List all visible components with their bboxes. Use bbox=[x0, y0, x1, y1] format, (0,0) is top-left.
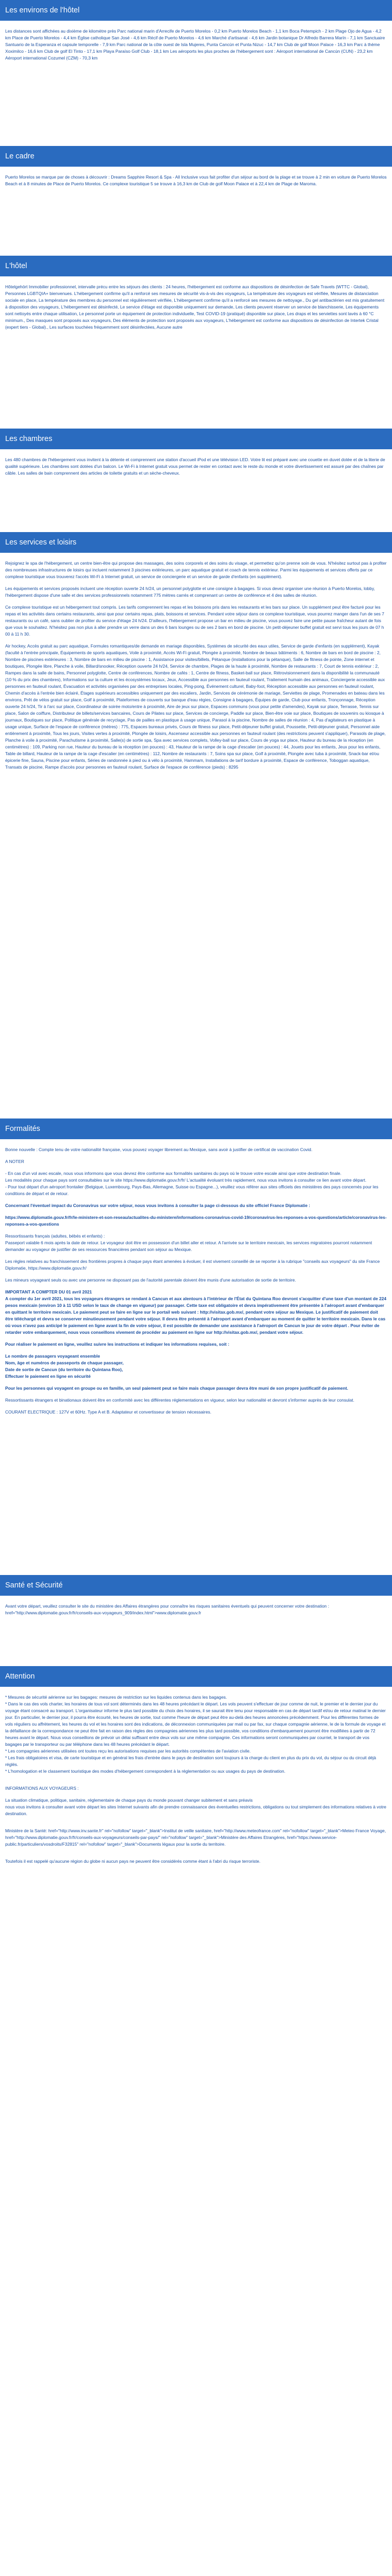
section-body-hotel bbox=[0, 284, 392, 423]
section-title-attention: Attention bbox=[0, 1666, 392, 1687]
section-body-chambres bbox=[0, 457, 392, 527]
formalites-text-3: - En cas d'un vol avec escale, nous vous informons que vous devrez être conforme aux formalités sanitaires du pays où le trouve votre escale ainsi que votre destination finale. Les modalités pour chaque pays sont consultables sur le site https://www.diplomatie.gouv.fr/fr/ L'actualité évoluant très rapidement, nous vous invitons à consulter ce lien avant votre départ. - Pour tout départ d'un aéroport frontalier (Belgique, Luxembourg, Pays-Bas, Allemagne, Suisse ou Espagne...), veuillez vous référer aux sites officiels des ministères des pays concernés pour les conditions de départ et de retour. bbox=[5, 1171, 379, 1197]
section-body-services bbox=[0, 560, 392, 1113]
section-cadre bbox=[0, 146, 392, 256]
attention-text-5: Toutefois il est rappelé qu'aucune région du globe ni aucun pays ne peuvent être considérés comme étant à l'abri du risque terroriste. bbox=[5, 1859, 261, 1864]
services-text-1: Rejoignez le spa de l'hébergement, un centre bien-être qui propose des massages, des soins corporels et des soins du visage, et permettez qu'on prenne soin de vous. N'hésitez surtout pas à profiter des nombreuses infrastructures de loisirs qui incluent notamment 3 piscines extérieures, un parc aquatique gratuit et coach de tennis extérieur. Parmi les équipements et services offerts par ce complexe touristique vous trouverez l'accès Wi-Fi à Internet gratuit, un service de conciergerie et un service de garde d'enfants (en supplément). bbox=[5, 561, 387, 580]
formalites-text-4: Concernant l'éventuel impact du Coronavirus sur votre séjour, nous vous invitons à consulter la page ci-dessous du site officiel France Diplomatie : bbox=[5, 1203, 310, 1209]
section-body-sante bbox=[0, 1603, 392, 1661]
attention-text-2: INFORMATIONS AUX VOYAGEURS : bbox=[5, 1786, 79, 1791]
formalites-text-9: IMPORTANT A COMPTER DU 01 avril 2021 A compter du 1er avril 2021, tous les voyageurs étrangers se rendant à Cancun et aux alentours à l'intérieur de l'État du Quintana Roo devront s'acquitter d'une taxe d'un montant de 224 pesos mexicain (environ 10 à 11 USD selon le taux de change en vigueur) par passager. Cette taxe est obligatoire et devra impérativement être présentée à l'aéroport avant d'embarquer en quittant le territoire mexicain. Le paiement peut se faire en ligne sur le portail web suivant : http://visitax.gob.mx/, pendant votre séjour au Mexique. Le justificatif de paiement doit être téléchargé et devra se conserver minutieusement pendant votre séjour. Il devra être présenté à l'aéroport avant d'embarquer au moment de quitter le territoire mexicain. Dans le cas où vous n'avez pas anticipé le paiement en ligne avant la fin de votre séjour, il est possible de demander une assistance à l'aéroport de Cancun le jour de votre départ . Pour éviter de retarder votre embarquement, nous vous conseillons vivement de procéder au paiement en ligne sur http://visitax.gob.mx/, pendant votre séjour. bbox=[5, 1289, 387, 1335]
hotel-text: Hôtelgehört Immobilier professionnel, intervalle précu entre les séjours des clients : 24 heures, l'hébergement est conforme aux dispositions de désinfection de Safe Travels (WTTC - Global), Personnes LGBTQIA+ bienvenues. L'hébergement confirme qu'il a renforcé ses mesures de sécurité vis-à-vis des voyageurs, La température des voyageurs est vérifiée, Mesures de distanciation sociale en place, La température des membres du personnel est régulièrement vérifiée, L'hébergement confirme qu'il a renforcé ses mesures de nettoyage., Du gel antibactérien est mis gratuitement à disposition des voyageurs, L'hébergement est désinfecté, Le service d'étage est disponible uniquement sur demande, Les clients peuvent réserver un service de blanchisserie, Les équipements sont nettoyés entre chaque utilisation, Le personnel porte un équipement de protection individuelle, Test COVID-19 (pratiqué) disponible sur place, Les draps et les serviettes sont lavés à 60 °C minimum., Des masques sont proposés aux voyageurs, Des éléments de protection sont proposés aux voyageurs, L'hébergement est conforme aux dispositions de désinfection de Intertek Cristal (expert tiers - Global)., Les surfaces touchées fréquemment sont désinfectées, Aucune autre bbox=[5, 284, 385, 330]
section-title-chambres: Les chambres bbox=[0, 429, 392, 449]
section-sante bbox=[0, 1575, 392, 1666]
services-text-4: Air hockey, Accès gratuit au parc aquatique, Formules romantiques/de demande en mariage disponibles, Systèmes de sécurité des eaux utiles, Service de garde d'enfants (en supplément), Kayak (faculté à l'entrée principale, Équipements de sports aquatiques, Voile à proximité, Accès Wi-Fi gratuit, Plongée à proximité, Nombre de beaux bâtiments : 6, Nombre de bars en bord de piscine : 2, Nombre de piscines extérieures : 3, Nombre de bars en milieu de piscine : 1, Assistance pour visites/billets, Pétanque (installations pour la pétanque), Salle de fitness de pointe, Zone internet et boutiques, Plongée libre, Planche à voile, Billard/snooker, Réception ouverte 24 h/24, Service de chambre, Plages de la haute à proximité, Nombre de restaurants : 7, Court de tennis extérieur : 2, Rampes dans la salle de bains, Personnel polyglotte, Centre de conférences, Nombre de cafés : 1, Centre de fitness, Basket-ball sur place, Rétrovisionnement dans la disponibilité la communauté (10 % du prix des chambres), Informations sur la culture et les écosystèmes locaux, Jeux, Accessible aux personnes en fauteuil roulant, Traitement humain des animaux, Conciergerie accessible aux personnes en fauteuil roulant, Évacuation et activités organisées par des entreprises locales, Ping-pong, Événement culturel, Baby-foot, Réception accessible aux personnes en fauteuil roulant, Chemin d'accès à l'entrée bien éclairé, Étages supérieurs accessibles uniquement par des escaliers, Jardin, Services de cérémonie de mariage, Serviettes de plage, Promenades en bateau dans les environs, Prêt de vélos gratuit sur place, Golf à proximité, Plateformes de couverts sur banque d'eau régies, Consigne à bagages, Équipes de garde, Club pour enfants, Tronçonnage, Réception ouverte 24 h/24, Tir à l'arc sur place, Coordinateur de soirée moto/entre à proximité, Aire de jeux sur place, Espaces communs (vous pour petite d'amendes), Kayak sur place, Terrasse, Tennis sur place, Salon de coiffure, Distributeur de billets/services bancaires, Cours de Pilates sur place, Services de concierge, Paddle sur place, Bien-être voie sur place, Boutiques de souvenirs ou kiosque à journaux, Boutiques sur place, Politique générale de recyclage, Pas de pailles en plastique à usage unique, Parasol à la piscine, Nombre de salles de réunion : 4, Pas d'agitateurs en plastique à usage unique, Surface de l'espace de conférence (mètres) : 775, Espaces bureaux privés, Cours de fitness sur place, Petit-déjeuner buffet gratuit, Poussette, Petit-déjeuner gratuit, Personnel aide entièrement à proximité, Tous les jours, Visites vertes à proximité, Plongée de loisirs, Ascenseur accessible aux personnes en fauteuil roulant (des restrictions peuvent s'appliquer), Parasols de plage, Planche à voile à proximité, Parachutisme à proximité, Salle(s) de sortie spa, Spa avec services complets, Volley-ball sur place, Cours de yoga sur place, Hauteur du bureau de la réception (en centimètres) : 109, Parking non rue, Hauteur du bureau de la réception (en pouces) : 43, Hauteur de la rampe de la cage d'escalier (en pouces) : 44, Jouets pour les enfants, Jeux pour les enfants, Table de billard, Hauteur de la rampe de la cage d'escalier (en centimètres) : 112, Nombre de restaurants : 7, Soins spa sur place, Golf à proximité, Plongée avec tuba à proximité, Snack-bar et/ou épicerie fine, Sauna, Piscine pour enfants, Séries de randonnée à pied ou à vélo à proximité, Hammam, Installations de tarif bordure à proximité, Espace de conférence, Toboggan aquatique, Transats de piscine, Rampe d'accès pour personnes en fauteuil roulant, Surface de l'espace de conférence (pieds) : 8295 bbox=[5, 643, 386, 770]
section-attention bbox=[0, 1666, 392, 2576]
services-text-2: Les équipements et services proposés incluent une réception ouverte 24 h/24, un personnel polyglotte et une consigne à bagages. Si vous devez organiser une réunion à Puerto Morelos, lobby, l'hébergement dispose d'une salle et des services professionnels notamment 775 mètres carrés et comprenant un centre de conférence et 4 des salles de réunion. bbox=[5, 586, 375, 598]
section-body-formalites bbox=[0, 1146, 392, 1570]
section-title-hotel: L'hôtel bbox=[0, 256, 392, 276]
formalites-text-10: Pour réaliser le paiement en ligne, veuillez suivre les instructions et indiquer les informations requises, soit : bbox=[5, 1342, 230, 1347]
cadre-text: Puerto Morelos se marque par de choses à découvrir : Dreams Sapphire Resort & Spa - All Inclusive vous fait profiter d'un séjour au bord de la plage et se trouve à 2 min en voiture de Puerto Morelos Beach et à 8 minutes de Place de Puerto Morelos. Ce complexe touristique 5 se trouve à 16,3 km de Club de golf Moon Palace et à 22,4 km de Plage de Maroma. bbox=[5, 174, 387, 187]
section-chambres bbox=[0, 429, 392, 532]
section-body-environs bbox=[0, 28, 392, 141]
chambres-text: Les 480 chambres de l'hébergement vous invitent à la détente et comprennent une station d'accueil iPod et une télévision LED. Votre lit est préparé avec une couette en duvet dotée et de la literie de qualité supérieure. Les chambres sont dotées d'un balcon. Le Wi-Fi à Internet gratuit vous permet de rester en contact avec le reste du monde et votre divertissement est assuré par des chaînes par câble. Les salles de bain comprennent des articles de toilette gratuits et un sèche-cheveux. bbox=[5, 457, 385, 476]
formalites-text-13: Ressortissants étrangers et binationaux doivent être en conformité avec les différentes réglementations en vigueur, selon leur nationalité et devront s'informer auprès de leur consulat. bbox=[5, 1397, 355, 1403]
formalites-text-14: COURANT ELECTRIQUE : 127V et 60Hz. Type A et B. Adaptateur et convertisseur de tension nécessaires. bbox=[5, 1409, 212, 1415]
formalites-text-7: Les règles relatives au franchissement des frontières propres à chaque pays étant amenées à évoluer, il est vivement conseillé de se reporter à la rubrique "conseils aux voyageurs" du site France Diplomatie, https://www.diplomatie.gouv.fr/ bbox=[5, 1259, 380, 1271]
services-text-3: Ce complexe touristique est un hébergement tout compris. Les tarifs comprennent les repas et les boissons pris dans les restaurants et les bars sur place. Un supplément peut être facturé pour les repas et les activités dans certains restaurants, ainsi que pour certains repas, plats, boissons et services. Pendant votre séjour dans ce complexe touristique, vous pourrez manger dans l'un de ses 7 restaurants ou un café, sans oublier de profiter du service d'étage 24 h/24. D'ailleurs, l'hébergement propose un bar en milieu de piscine, vous pouvez faire une petite pause fraîcheur autant de fois que vous le souhaitez. N'hésitez pas non plus à aller prendre un verre dans un des 6 bars lounges ou de ses 2 bars en bord de piscine. Un petit-déjeuner buffet gratuit est servi tous les jours de 07 h 00 à 11 h 30. bbox=[5, 605, 384, 637]
environs-text: Les distances sont affichées au dixième de kilomètre près Parc national marin d'Arrecife de Puerto Morelos - 0,2 km Puerto Morelos Beach - 1,1 km Boca Petempich - 2 km Plage Ojo de Agua - 4,2 km Place de Puerto Morelos - 4,4 km Église catholique San José - 4,6 km Récif de Puerto Morelos - 4,6 km Marché d'artisanat - 4,6 km Jardin botanique Dr Alfredo Barrera Marín - 7,1 km Sanctuaire Santuario de la Esperanza et capsule temporelle - 7,9 km Parc national de la côte ouest de Isla Mujeres, Punta Cancún et Punta Nizuc - 14,7 km Club de golf Moon Palace - 16,3 km Parc à thème Xoximilco - 16,6 km Club de golf El Tinto - 17,1 km Playa Paraíso Golf Club - 18,1 km Les aéroports les plus proches de l'hébergement sont : Aéroport international de Cancún (CUN) - 23,2 km Aéroport international Cozumel (CZM) - 70,3 km bbox=[5, 28, 385, 61]
formalites-text-12: Pour les personnes qui voyagent en groupe ou en famille, un seul paiement peut se faire mais chaque passager devra être muni de son propre justificatif de paiement. bbox=[5, 1386, 349, 1391]
formalites-text-6: Ressortissants français (adultes, bébés et enfants) : Passeport valable 6 mois après la date de retour. Le voyageur doit être en possession d'un billet aller et retour. A l'arrivée sur le territoire mexicain, les services migratoires pourront notamment demander au voyageur de justifier de ses ressources financières pendant son séjour au Mexique. bbox=[5, 1233, 372, 1253]
section-title-sante: Santé et Sécurité bbox=[0, 1575, 392, 1596]
formalites-text-2: A NOTER bbox=[5, 1159, 24, 1165]
attention-text-3: La situation climatique, politique, sanitaire, réglementaire de chaque pays du monde pouvant changer subitement et sans préavis nous vous invitons à consulter avant votre départ les sites Internet suivants afin de prendre connaissance des éventuelles restrictions, obligations ou tout simplement des informations relatives à votre destination. bbox=[5, 1798, 386, 1817]
sante-text: Avant votre départ, veuillez consulter le site du ministère des Affaires étrangères pour connaître les risques sanitaires éventuels qui peuvent concerner votre destination : href="http://www.diplomatie.gouv.fr/fr/conseils-aux-voyageurs_909/index.html">www.diplomatie.gouv.fr bbox=[5, 1603, 329, 1616]
section-services bbox=[0, 532, 392, 1118]
section-formalites bbox=[0, 1118, 392, 1575]
formalites-link-diplomatie[interactable]: https://www.diplomatie.gouv.fr/fr/le-ministere-et-son-reseau/actualites-du-ministere/informations-coronavirus-covid-19/coronavirus-les-reponses-a-vos-questions/article/coronavirus-les-reponses-a-vos-questions bbox=[5, 1215, 387, 1227]
section-body-cadre bbox=[0, 174, 392, 251]
attention-text-1: * Mesures de sécurité aérienne sur les bagages: mesures de restriction sur les liquides contenus dans les bagages. * Dans le cas des vols charter, les horaires de tous vol sont déterminés dans les 48 heures précédant le départ. Les vols peuvent s'effectuer de jour comme de nuit, le premier et le dernier jour du voyage étant consacré au transport. L'organisateur informe le plus tard possible du choix des horaires, il se saurait être tenu pour responsable en cas de départ tardif et/ou de retour matinal le dernier jour. En particulier, le dernier jour, il pourra être écourté, les heures de sortie, tout comme l'heure de départ peut être au-delà des heures annoncées précédemment. Pour les différentes formes de vols réguliers ou affrètement, les heures du vol et les horaires sont des indications, de déconnexion communiquées par mail ou par fax, sur chaque compagnie aérienne, le de la formule de voyage et la défaillance de la correspondance ne peut être fait en raison des règles des compagnies aériennes les plus tard possible, vos conditions d'embarquement pourront être modifiées à partir de 72 heures avant le départ. Nous vous conseillons de prévoir un délai suffisant entre deux vols sur une même compagnie. Ces informations seront communiquées par courriel, le transport de vos bagages par le transporteur ou par téléphone dans les 48 heures précédant le départ. * Les compagnies aériennes utilisées ont toutes reçu les autorisations requises par les autorités compétentes de l'aviation civile. * Les frais obligatoires et visa, de carte touristique et en général les frais d'entrée dans le pays de destination sont toujours à la charge du client en plus du prix du vol, du séjour ou du circuit déjà réglés. * L'homologation et le classement touristique des modes d'hébergement correspondent à la réglementation ou aux usages du pays de destination. bbox=[5, 1695, 386, 1774]
formalites-text-11: Le nombre de passagers voyageant ensemble Nom, âge et numéros de passeports de chaque passager, Date de sortie de Cancun (du territoire du Quintana Roo), Effectuer le paiement en ligne en sécurité bbox=[5, 1353, 124, 1379]
formalites-text-8: Les mineurs voyageant seuls ou avec une personne ne disposant pas de l'autorité parentale doivent être munis d'une autorisation de sortie de territoire. bbox=[5, 1277, 296, 1283]
section-body-attention bbox=[0, 1694, 392, 2576]
section-hotel bbox=[0, 256, 392, 429]
section-environs bbox=[0, 0, 392, 146]
formalites-text-1: Bonne nouvelle : Compte tenu de votre nationalité française, vous pouvez voyager librement au Mexique, sans avoir à justifier de certificat de vaccination Covid. bbox=[5, 1147, 313, 1152]
attention-links[interactable]: Ministère de la Santé: href="http://www.inv.sante.fr" rel="nofollow" target="_blank">Institut de veille sanitaire, href="http://www.meteofrance.com" rel="nofollow" target="_blank">Meteo France Voyage, href="http://www.diplomatie.gouv.fr/fr/conseils-aux-voyageurs/conseils-par-pays/" rel="nofollow" target="_blank">Ministère des Affaires Etrangères, href="https://www.service-public.fr/particuliers/vosdroits/F32815" rel="nofollow" target="_blank">Documents légaux pour la sortie du territoire. bbox=[5, 1828, 386, 1847]
section-title-environs: Les environs de l'hôtel bbox=[0, 0, 392, 21]
section-title-formalites: Formalités bbox=[0, 1118, 392, 1139]
section-title-cadre: Le cadre bbox=[0, 146, 392, 167]
section-title-services: Les services et loisirs bbox=[0, 532, 392, 553]
